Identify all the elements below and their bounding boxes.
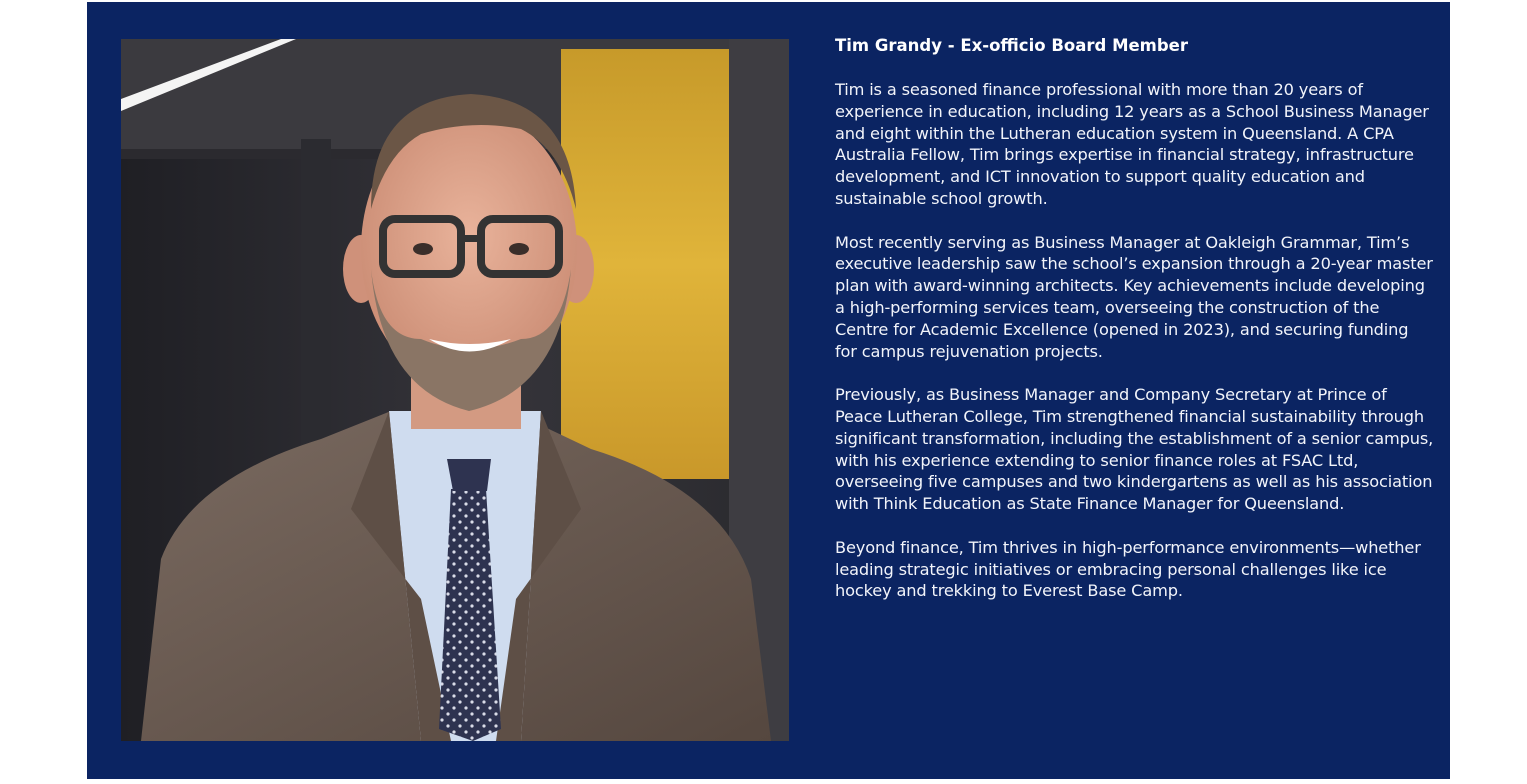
portrait-photo xyxy=(121,39,789,741)
portrait-illustration xyxy=(121,39,789,741)
bio-text-column xyxy=(835,35,1435,624)
bio-paragraph-2: Most recently serving as Business Manager at Oakleigh Grammar, Tim’s executive leadership saw the school’s expansion through a 20-year master plan with award-winning architects. Key achievements include developing a high-performing services team, overseeing the construction of the Centre for Academic Excellence (opened in 2023), and securing funding for campus rejuvenation projects. xyxy=(835,232,1433,361)
bio-paragraph-4: Beyond finance, Tim thrives in high-performance environments—whether leading strategic initiatives or embracing personal challenges like ice hockey and trekking to Everest Base Camp. xyxy=(835,537,1421,601)
profile-title: Tim Grandy - Ex-officio Board Member xyxy=(835,36,1189,55)
profile-panel xyxy=(87,2,1450,779)
bio-paragraph-1: Tim is a seasoned finance professional with more than 20 years of experience in education, including 12 years as a School Business Manager and eight within the Lutheran education system in Queensland. A CPA Australia Fellow, Tim brings expertise in financial strategy, infrastructure development, and ICT innovation to support quality education and sustainable school growth. xyxy=(835,80,1429,208)
bio-paragraph-3: Previously, as Business Manager and Company Secretary at Prince of Peace Lutheran College, Tim strengthened financial sustainability through significant transformation, including the establishment of a senior campus, with his experience extending to senior finance roles at FSAC Ltd, overseeing five campuses and two kindergartens as well as his association with Think Education as State Finance Manager for Queensland. xyxy=(835,385,1434,514)
